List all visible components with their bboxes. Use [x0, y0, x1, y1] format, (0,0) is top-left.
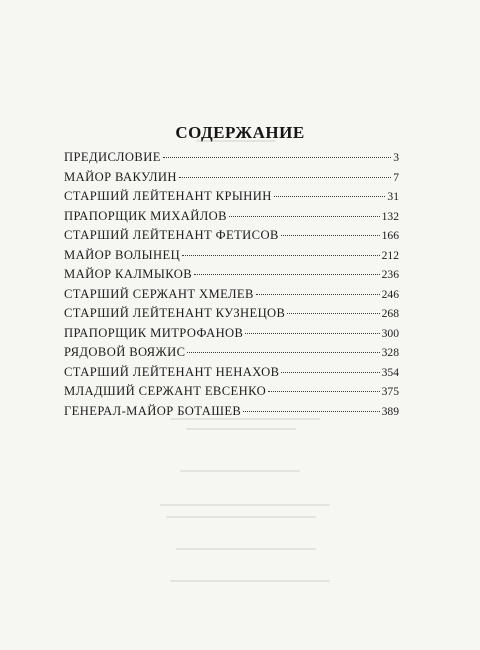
toc-entry-label: СТАРШИЙ ЛЕЙТЕНАНТ ФЕТИСОВ — [64, 228, 279, 242]
toc-entry-page-number: 268 — [381, 307, 399, 320]
toc-entry-label: ПРАПОРЩИК МИТРОФАНОВ — [64, 325, 244, 340]
toc-entry-label: МЛАДШИЙ СЕРЖАНТ ЕВСЕНКО — [64, 384, 267, 398]
dot-leader — [268, 391, 380, 392]
dot-leader — [194, 274, 380, 275]
toc-entry-page-number: 7 — [393, 170, 399, 184]
toc-entry-label: СТАРШИЙ ЛЕЙТЕНАНТ КРЫНИН — [64, 189, 272, 203]
toc-entry-vakulin[interactable] — [64, 170, 399, 190]
dot-leader — [256, 294, 380, 295]
toc-entry-label: СТАРШИЙ СЕРЖАНТ ХМЕЛЕВ — [64, 286, 254, 301]
toc-entry-page-number: 212 — [381, 248, 399, 262]
toc-list — [64, 150, 399, 423]
toc-entry-label: МАЙОР ВОЛЫНЕЦ — [64, 247, 181, 262]
toc-entry-page-number: 389 — [381, 404, 399, 418]
toc-entry-page-number: 328 — [381, 346, 399, 359]
toc-entry-label: СТАРШИЙ ЛЕЙТЕНАНТ НЕНАХОВ — [64, 364, 280, 379]
dot-leader — [243, 411, 379, 412]
show-through-mark — [160, 504, 330, 506]
toc-entry-page-number: 3 — [393, 151, 399, 164]
toc-entry-mikhailov[interactable] — [64, 209, 399, 229]
toc-entry-preface[interactable] — [64, 150, 399, 170]
toc-entry-volynets[interactable] — [64, 248, 399, 268]
toc-entry-page-number: 246 — [381, 287, 399, 301]
toc-entry-label: МАЙОР ВАКУЛИН — [64, 169, 177, 184]
toc-entry-page-number: 354 — [381, 365, 399, 379]
dot-leader — [229, 216, 380, 217]
dot-leader — [163, 157, 391, 158]
toc-entry-kalmykov[interactable] — [64, 267, 399, 287]
dot-leader — [245, 333, 379, 334]
toc-entry-label: ГЕНЕРАЛ-МАЙОР БОТАШЕВ — [64, 403, 242, 418]
toc-entry-fetisov[interactable] — [64, 228, 399, 248]
toc-entry-page-number: 236 — [381, 268, 399, 281]
toc-entry-page-number: 166 — [381, 229, 399, 242]
toc-entry-voyazhis[interactable] — [64, 345, 399, 365]
dot-leader — [182, 255, 380, 256]
dot-leader — [281, 235, 380, 236]
toc-entry-page-number: 31 — [387, 190, 399, 203]
toc-entry-nenakhov[interactable] — [64, 365, 399, 385]
dot-leader — [179, 177, 391, 178]
toc-entry-krynin[interactable] — [64, 189, 399, 209]
toc-entry-page-number: 375 — [381, 385, 399, 398]
toc-entry-label: РЯДОВОЙ ВОЯЖИС — [64, 345, 186, 359]
toc-entry-label: МАЙОР КАЛМЫКОВ — [64, 267, 193, 281]
toc-entry-mitrofanov[interactable] — [64, 326, 399, 346]
toc-entry-evsenko[interactable] — [64, 384, 399, 404]
show-through-mark — [170, 580, 330, 582]
toc-entry-page-number: 300 — [381, 326, 399, 340]
dot-leader — [274, 196, 386, 197]
show-through-mark — [180, 470, 300, 472]
toc-heading: СОДЕРЖАНИЕ — [175, 123, 305, 142]
show-through-mark — [176, 548, 316, 550]
toc-entry-kuznetsov[interactable] — [64, 306, 399, 326]
toc-entry-page-number: 132 — [381, 209, 399, 223]
dot-leader — [187, 352, 379, 353]
toc-entry-label: СТАРШИЙ ЛЕЙТЕНАНТ КУЗНЕЦОВ — [64, 306, 286, 320]
dot-leader — [287, 313, 379, 314]
show-through-mark — [186, 428, 296, 430]
show-through-mark — [166, 516, 316, 518]
toc-entry-label: ПРАПОРЩИК МИХАЙЛОВ — [64, 208, 227, 223]
dot-leader — [281, 372, 379, 373]
toc-entry-khmelev[interactable] — [64, 287, 399, 307]
toc-entry-botashev[interactable] — [64, 404, 399, 424]
toc-entry-label: ПРЕДИСЛОВИЕ — [64, 150, 161, 164]
